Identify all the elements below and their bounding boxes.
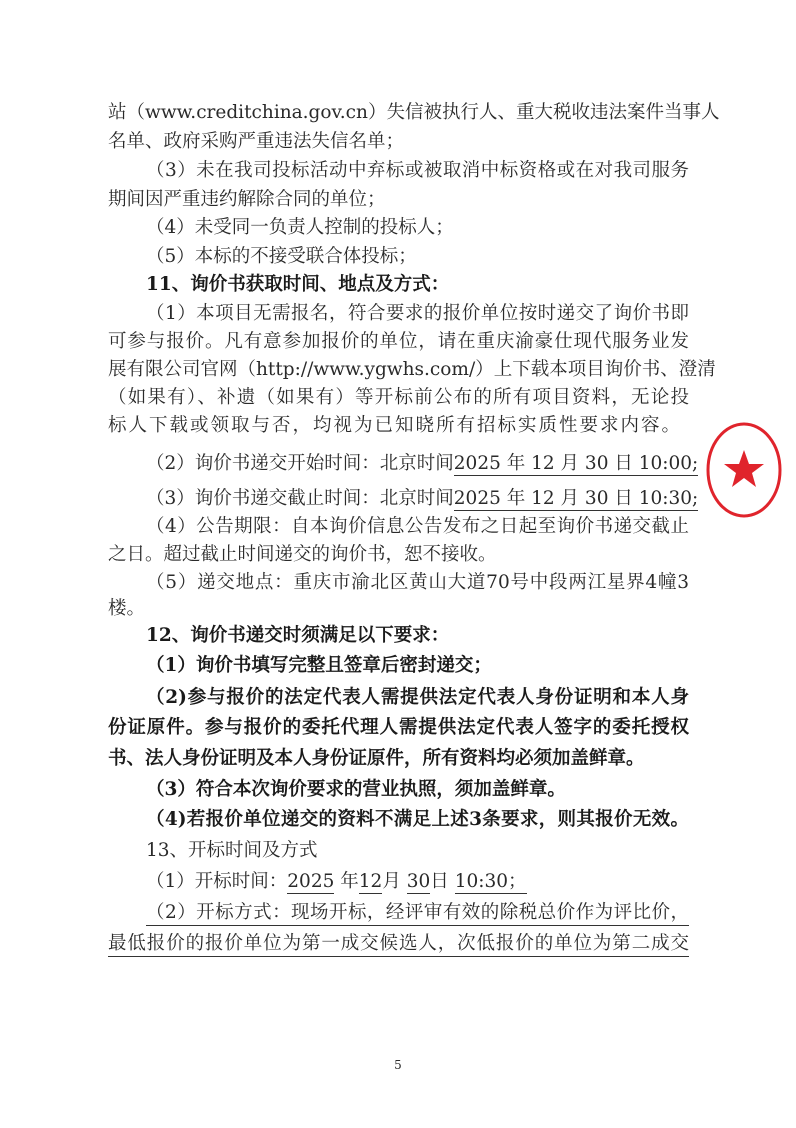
text-line: （如果有）、补遗（如果有）等开标前公布的所有项目资料，无论投 (108, 387, 689, 408)
text-line: 份证原件。参与报价的委托代理人需提供法定代表人签字的委托授权 (108, 717, 689, 738)
text-line: （5）递交地点：重庆市渝北区黄山大道70号中段两江星界4幢3 (146, 572, 689, 593)
text-line: （1）本项目无需报名，符合要求的报价单位按时递交了询价书即 (146, 303, 689, 324)
text-line: 之日。超过截止时间递交的询价书，恕不接收。 (108, 544, 497, 565)
company-seal-stamp (704, 420, 784, 520)
month-unit: 月 (382, 871, 401, 892)
text-line: 楼。 (108, 598, 146, 619)
section-11-heading: 11、询价书获取时间、地点及方式： (146, 274, 450, 295)
section-13-heading: 13、开标时间及方式 (146, 840, 318, 861)
submission-deadline-time: 2025 年 12 月 30 日 10:30; (453, 488, 699, 509)
submission-deadline-label: （3）询价书递交截止时间：北京时间 (146, 488, 454, 509)
text-line: 可参与报价。凡有意参加报价的单位，请在重庆渝豪仕现代服务业发 (108, 331, 689, 352)
submission-start-label: （2）询价书递交开始时间：北京时间 (146, 453, 454, 474)
text-line: （2）开标方式：现场开标，经评审有效的除税总价作为评比价， (146, 901, 689, 926)
opening-time-label: （1）开标时间： (146, 871, 288, 892)
submission-start-line (146, 452, 699, 476)
text-line: 期间因严重违约解除合同的单位； (108, 189, 386, 210)
text-line: （1）询价书填写完整且签章后密封递交； (146, 655, 492, 676)
opening-time-line (146, 870, 689, 894)
section-12-heading: 12、询价书递交时须满足以下要求： (146, 625, 450, 646)
text-line: 站（www.creditchina.gov.cn）失信被执行人、重大税收违法案件当事人 (108, 102, 720, 123)
year-unit: 年 (340, 871, 359, 892)
submission-start-time: 2025 年 12 月 30 日 10:00; (453, 453, 699, 474)
text-line: 展有限公司官网（http://www.ygwhs.com/）上下载本项目询价书、澄清 (108, 359, 716, 380)
text-line: 名单、政府采购严重违法失信名单； (108, 131, 405, 152)
text-line: （5）本标的不接受联合体投标； (146, 246, 417, 267)
text-line: 最低报价的报价单位为第一成交候选人，次低报价的单位为第二成交 (108, 932, 689, 957)
text-line: 书、法人身份证明及本人身份证原件，所有资料均必须加盖鲜章。 (108, 748, 645, 769)
opening-year: 2025 (287, 871, 335, 892)
text-line: （3）符合本次询价要求的营业执照，须加盖鲜章。 (146, 779, 566, 800)
text-line: （3）未在我司投标活动中弃标或被取消中标资格或在对我司服务 (146, 160, 689, 181)
opening-month: 12 (358, 871, 383, 892)
text-line: （4）未受同一负责人控制的投标人； (146, 217, 454, 238)
star-icon (724, 450, 764, 487)
page-number: 5 (394, 1058, 402, 1072)
submission-deadline-line (146, 487, 699, 511)
text-line: （4)若报价单位递交的资料不满足上述3条要求，则其报价无效。 (146, 809, 689, 830)
opening-time: 10:30； (454, 871, 527, 892)
text-line: （4）公告期限：自本询价信息公告发布之日起至询价书递交截止 (146, 516, 689, 537)
opening-day: 30 (406, 871, 431, 892)
text-line: （2)参与报价的法定代表人需提供法定代表人身份证明和本人身 (146, 687, 689, 708)
text-line: 标人下载或领取与否，均视为已知晓所有招标实质性要求内容。 (108, 415, 683, 436)
day-unit: 日 (430, 871, 449, 892)
